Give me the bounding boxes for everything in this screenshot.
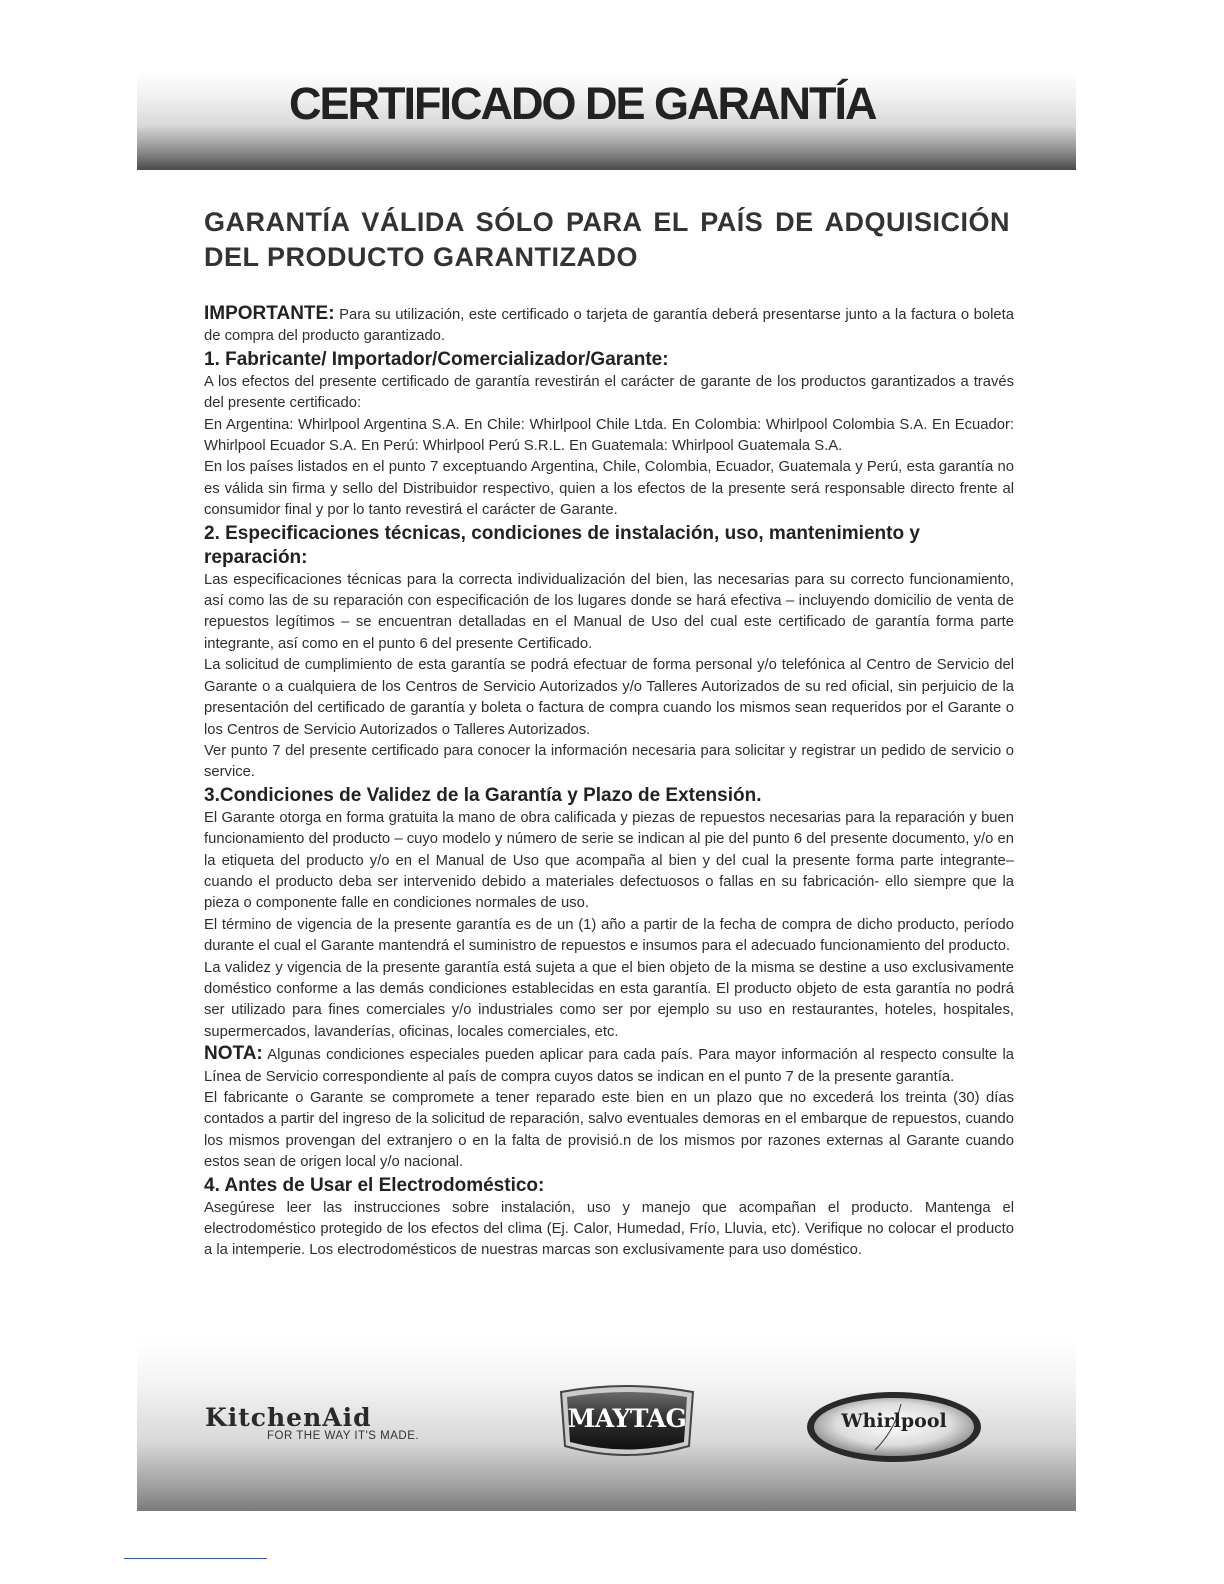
nota-text: Algunas condiciones especiales pueden aplicar para cada país. Para mayor información al respecto consulte la Línea de Servicio correspondiente al país de compra cuyos datos se indican en el punto 7 de la presente garantía. [204, 1047, 1015, 1085]
section-3-paragraph: El Garante otorga en forma gratuita la mano de obra calificada y piezas de repuestos necesarias para la reparación y buen funcionamiento del producto – cuyo modelo y número de serie se indican al pie del punto 6 del presente documento, y/o en la etiqueta del producto y/o en el Manual de Uso que acompaña al bien y del cual la presente forma parte integrante– cuando el producto deba ser intervenido debido a materiales defectuosos o fallas en su fabricación- ello siempre que la pieza o componente falle en condiciones normales de uso. [204, 809, 1014, 912]
section-3-closing: El fabricante o Garante se compromete a tener reparado este bien en un plazo que no excederá los treinta (30) días contados a partir del ingreso de la solicitud de reparación, salvo eventuales demoras en el embarque de repuestos, cuando los mismos provengan del extranjero o en la falta de provisió.n de los mismos por razones externas al Garante cuando estos sean de origen local y/o nacional. [204, 1090, 1014, 1171]
footer-band [137, 1340, 1076, 1511]
intro-paragraph [204, 303, 1014, 348]
section-2-paragraph: La solicitud de cumplimiento de esta garantía se podrá efectuar de forma personal y/o telefónica al Centro de Servicio del Garante o a cualquiera de los Centros de Servicio Autorizados y/o Talleres Autorizados de su red oficial, sin perjuicio de la presentación del certificado de garantía y boleta o factura de compra cuando los mismos sean requeridos por el Garante o los Centros de Servicio Autorizados o Talleres Autorizados. [204, 657, 1014, 738]
maytag-name: MAYTAG [567, 1404, 687, 1433]
bottom-rule [124, 1558, 267, 1559]
kitchenaid-name: KitchenAid [205, 1403, 372, 1432]
section-3-paragraph: La validez y vigencia de la presente garantía está sujeta a que el bien objeto de la misma se destine a uso exclusivamente doméstico conforme a las demás condiciones establecidas en esta garantía. El producto objeto de esta garantía no podrá ser utilizado para fines comerciales y/o industriales como ser por ejemplo su uso en restaurantes, hoteles, hospitales, supermercados, lavanderías, oficinas, locales comerciales, etc. [204, 959, 1014, 1040]
header-band [137, 70, 1076, 170]
section-1-heading: 1. Fabricante/ Importador/Comercializador/Garante: [204, 348, 669, 370]
page-title: CERTIFICADO DE GARANTÍA [289, 78, 876, 129]
section-2-heading: 2. Especificaciones técnicas, condiciones de instalación, uso, mantenimiento y reparación: [204, 522, 920, 568]
intro-text: Para su utilización, este certificado o tarjeta de garantía deberá presentarse junto a la factura o boleta de compra del producto garantizado. [204, 307, 1014, 345]
section-4-paragraph: Asegúrese leer las instrucciones sobre instalación, uso y manejo que acompañan el producto. Mantenga el electrodoméstico protegido de los efectos del clima (Ej. Calor, Humedad, Frío, Lluvia, etc). Verifique no colocar el producto a la intemperie. Los electrodomésticos de nuestras marcas son exclusivamente para uso doméstico. [204, 1199, 1014, 1259]
section-1-paragraph: En los países listados en el punto 7 exceptuando Argentina, Chile, Colombia, Ecuador, Guatemala y Perú, esta garantía no es válida sin firma y sello del Distribuidor respectivo, quien a los efectos de la presente será responsable directo frente al consumidor final y por lo tanto revestirá el carácter de Garante. [204, 459, 1014, 519]
section-2-paragraph: Ver punto 7 del presente certificado para conocer la información necesaria para solicitar y registrar un pedido de servicio o service. [204, 742, 1014, 781]
nota-paragraph [204, 1043, 1014, 1088]
kitchenaid-tagline: FOR THE WAY IT'S MADE. [267, 1430, 420, 1442]
section-3-paragraph: El término de vigencia de la presente garantía es de un (1) año a partir de la fecha de compra de dicho producto, período durante el cual el Garante mantendrá el suministro de repuestos e insumos para el adecuado funcionamiento del producto. [204, 916, 1014, 955]
section-1-paragraph: A los efectos del presente certificado de garantía revestirán el carácter de garante de los productos garantizados a través del presente certificado: [204, 373, 1014, 412]
section-3-heading: 3.Condiciones de Validez de la Garantía y Plazo de Extensión. [204, 784, 762, 806]
maytag-logo [557, 1382, 697, 1462]
subtitle: GARANTÍA VÁLIDA SÓLO PARA EL PAÍS DE ADQUISICIÓN DEL PRODUCTO GARANTIZADO [204, 207, 1010, 272]
section-2-paragraph: Las especificaciones técnicas para la correcta individualización del bien, las necesarias para su correcto funcionamiento, así como las de su reparación con especificación de los lugares donde se hará efectiva – incluyendo domicilio de venta de repuestos legítimos – se encuentran detalladas en el Manual de Uso del cual este certificado de garantía forma parte integrante, así como en el punto 6 del presente Certificado. [204, 571, 1014, 652]
section-4-heading: 4. Antes de Usar el Electrodoméstico: [204, 1174, 545, 1196]
document-body [204, 303, 1014, 1262]
whirlpool-name: Whirlpool [841, 1410, 947, 1432]
nota-label: NOTA: [204, 1043, 263, 1065]
intro-label: IMPORTANTE: [204, 303, 335, 324]
kitchenaid-logo [205, 1403, 419, 1442]
whirlpool-logo [805, 1390, 983, 1464]
section-1-paragraph: En Argentina: Whirlpool Argentina S.A. En Chile: Whirlpool Chile Ltda. En Colombia: Whirlpool Colombia S.A. En Ecuador: Whirlpool Ecuador S.A. En Perú: Whirlpool Perú S.R.L. En Guatemala: Whirlpool Guatemala S.A. [204, 416, 1014, 455]
